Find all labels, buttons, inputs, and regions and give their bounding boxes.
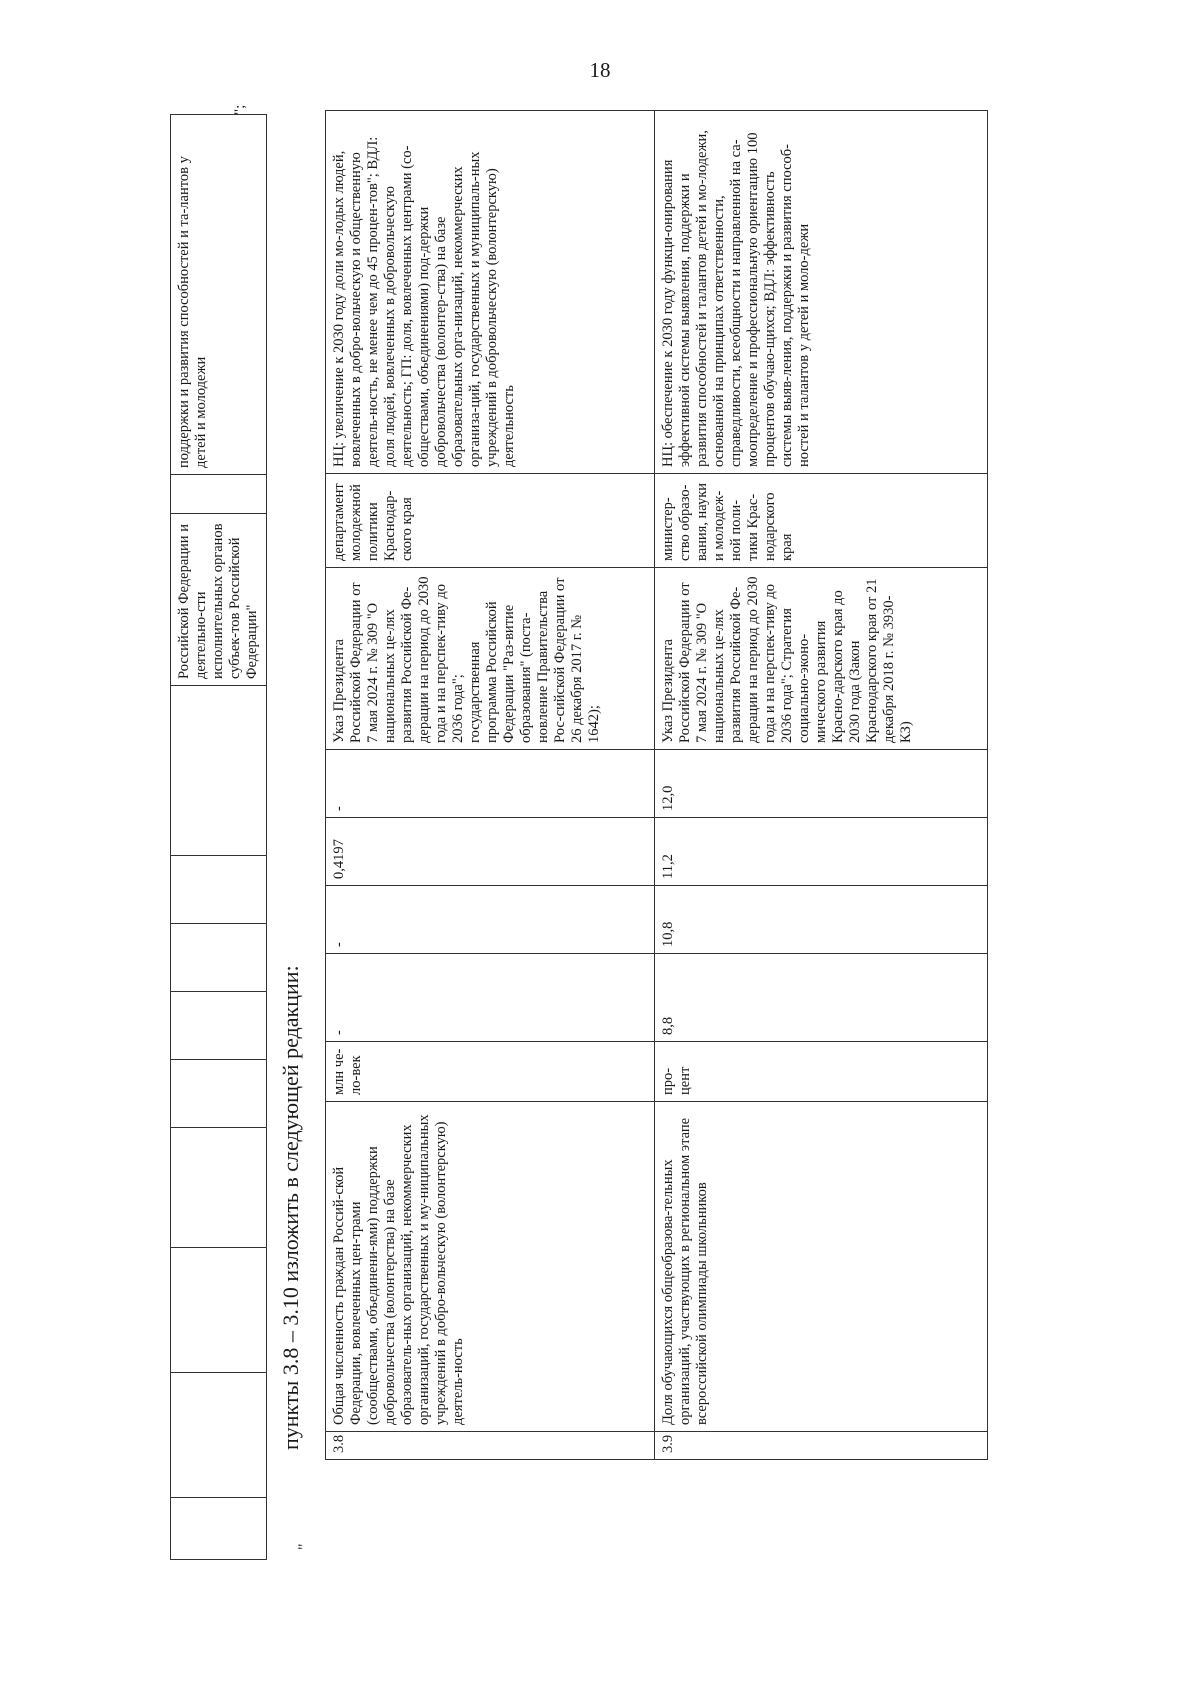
value-2: 10,8: [655, 886, 988, 954]
indicators-table: [325, 110, 988, 1460]
opening-quote: ": [296, 1543, 313, 1550]
goal-link: НЦ: обеспечение к 2030 году функци-онирования эффективной системы выявления, поддержки и развития способностей и талантов детей и мо-лодежи, основанной на принципах ответственности, справедливости, всеобщности и направленной на са-моопределение и профессиональную ориентацию 100 процентов обучаю-щихся; ВДЛ: эффективность системы выяв-ления, поддержки и развития способ-ностей и талантов у детей и моло-дежи: [655, 111, 988, 474]
fragment-row: [171, 115, 267, 1560]
value-3: 11,2: [655, 818, 988, 886]
value-1: 8,8: [655, 954, 988, 1042]
responsible-body: министер-ство образо-вания, науки и молодеж-ной поли-тики Крас-нодарского края: [655, 474, 988, 568]
unit: млн че-ло-век: [326, 1042, 655, 1102]
value-3: 0,4197: [326, 818, 655, 886]
page-number: 18: [589, 58, 611, 82]
previous-table-fragment: [170, 114, 267, 1560]
row-number: 3.9: [655, 1432, 988, 1460]
table-row: [655, 111, 988, 1460]
value-4: -: [326, 750, 655, 818]
legal-basis: Указ Президента Российской Федерации от 7 мая 2024 г. № 309 "О национальных це-лях развития Российской Фе-дерации на период до 2030 года и на перспек-тиву до 2036 года"; государственная программа Российской Федерации "Раз-витие образования" (поста-новление Правительства Рос-сийской Федерации от 26 декабря 2017 г. № 1642);: [326, 568, 655, 750]
value-1: -: [326, 954, 655, 1042]
table-row: [326, 111, 655, 1460]
legal-basis: Указ Президента Российской Федерации от 7 мая 2024 г. № 309 "О национальных це-лях развития Российской Фе-дерации на период до 2030 года и на перспек-тиву до 2036 года"; Стратегия социально-эконо-мического развития Красно-дарского края до 2030 года (Закон Краснодарского края от 21 декабря 2018 г. № 3930-КЗ): [655, 568, 988, 750]
fragment-federal-cell: Российской Федерации и деятельно-сти исполнительных органов субъек-тов Российской Федерации": [171, 514, 267, 686]
indicator-name: Общая численность граждан Россий-ской Федерации, вовлеченных цен-трами (сообществами, объединени-ями) поддержки добровольчества (волонтерства) на базе образователь-ных организаций, некоммерческих организаций, государственных и му-ниципальных учреждений в добро-вольческую (волонтерскую) деятель-ность: [326, 1102, 655, 1432]
unit: про-цент: [655, 1042, 988, 1102]
indicator-name: Доля обучающихся общеобразова-тельных организаций, участвующих в региональном этапе всероссийской олимпиады школьников: [655, 1102, 988, 1432]
closing-quote: ";: [232, 104, 248, 115]
value-2: -: [326, 886, 655, 954]
goal-link: НЦ: увеличение к 2030 году доли мо-лодых людей, вовлеченных в добро-вольческую и общественную деятель-ность, не менее чем до 45 процен-тов"; ВДЛ: доля людей, вовлеченных в добровольческую деятельность; ГП: доля, вовлеченных центрами (со-обществами, объединениями) под-держки добровольчества (волонтер-ства) на базе образовательных орга-низаций, некоммерческих организа-ций, государственных и муниципаль-ных учреждений в добровольческую (волонтерскую) деятельность: [326, 111, 655, 474]
amendment-caption: пункты 3.8 – 3.10 изложить в следующей редакции:: [278, 965, 303, 1450]
rotated-content: [170, 104, 1070, 1560]
fragment-indicator-cell: поддержки и развития способностей и та-лантов у детей и молодежи: [171, 115, 267, 475]
row-number: 3.8: [326, 1432, 655, 1460]
value-4: 12,0: [655, 750, 988, 818]
responsible-body: департамент молодежной политики Краснодар-ского края: [326, 474, 655, 568]
